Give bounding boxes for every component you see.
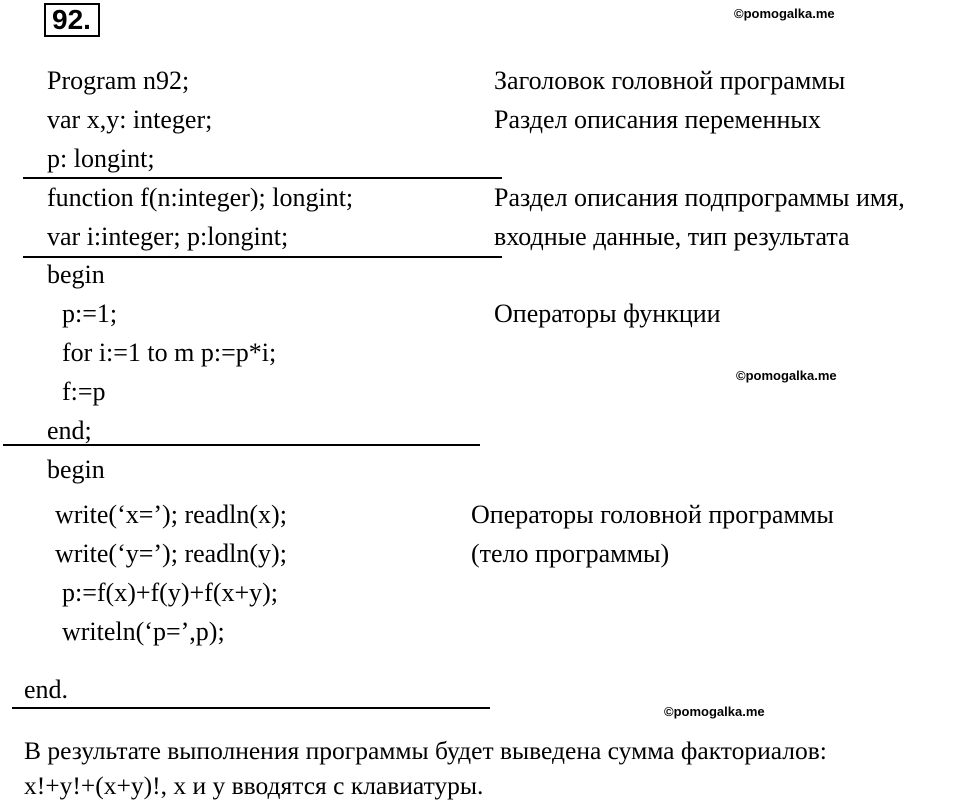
code-line: writeln(‘p=’,p);: [62, 617, 225, 646]
code-line: p:=f(x)+f(y)+f(x+y);: [62, 578, 279, 607]
code-line: f:=p: [62, 377, 106, 406]
code-line: Program n92;: [47, 66, 190, 95]
comment-line: Заголовок головной программы: [494, 66, 846, 95]
code-line: for i:=1 to m p:=p*i;: [62, 338, 277, 367]
comment-line: Раздел описания переменных: [494, 105, 821, 134]
comment-line: входные данные, тип результата: [494, 222, 850, 251]
code-line: var x,y: integer;: [47, 105, 213, 134]
section-divider: [3, 444, 480, 446]
section-divider: [23, 256, 502, 258]
comment-line: Операторы головной программы: [471, 500, 834, 529]
code-line: end.: [24, 675, 69, 704]
code-line: begin: [47, 260, 105, 289]
section-divider: [23, 177, 502, 179]
comment-line: Операторы функции: [494, 299, 721, 328]
code-line: var i:integer; p:longint;: [47, 222, 289, 251]
conclusion-line: В результате выполнения программы будет выведена сумма факториалов:: [24, 736, 827, 765]
watermark: ©pomogalka.me: [736, 368, 837, 383]
comment-line: Раздел описания подпрограммы имя,: [494, 183, 905, 212]
section-divider: [12, 707, 490, 709]
code-line: p:=1;: [62, 299, 118, 328]
code-line: p: longint;: [47, 144, 155, 173]
comment-line: (тело программы): [471, 539, 670, 568]
code-line: function f(n:integer); longint;: [47, 183, 354, 212]
watermark: ©pomogalka.me: [664, 704, 765, 719]
code-line: end;: [47, 416, 92, 445]
watermark: ©pomogalka.me: [734, 6, 835, 21]
code-line: begin: [47, 455, 105, 484]
conclusion-line: x!+y!+(x+y)!, x и y вводятся с клавиатуры.: [24, 771, 484, 800]
task-number: 92.: [44, 3, 100, 37]
code-line: write(‘x=’); readln(x);: [55, 500, 287, 529]
code-line: write(‘y=’); readln(y);: [55, 539, 287, 568]
